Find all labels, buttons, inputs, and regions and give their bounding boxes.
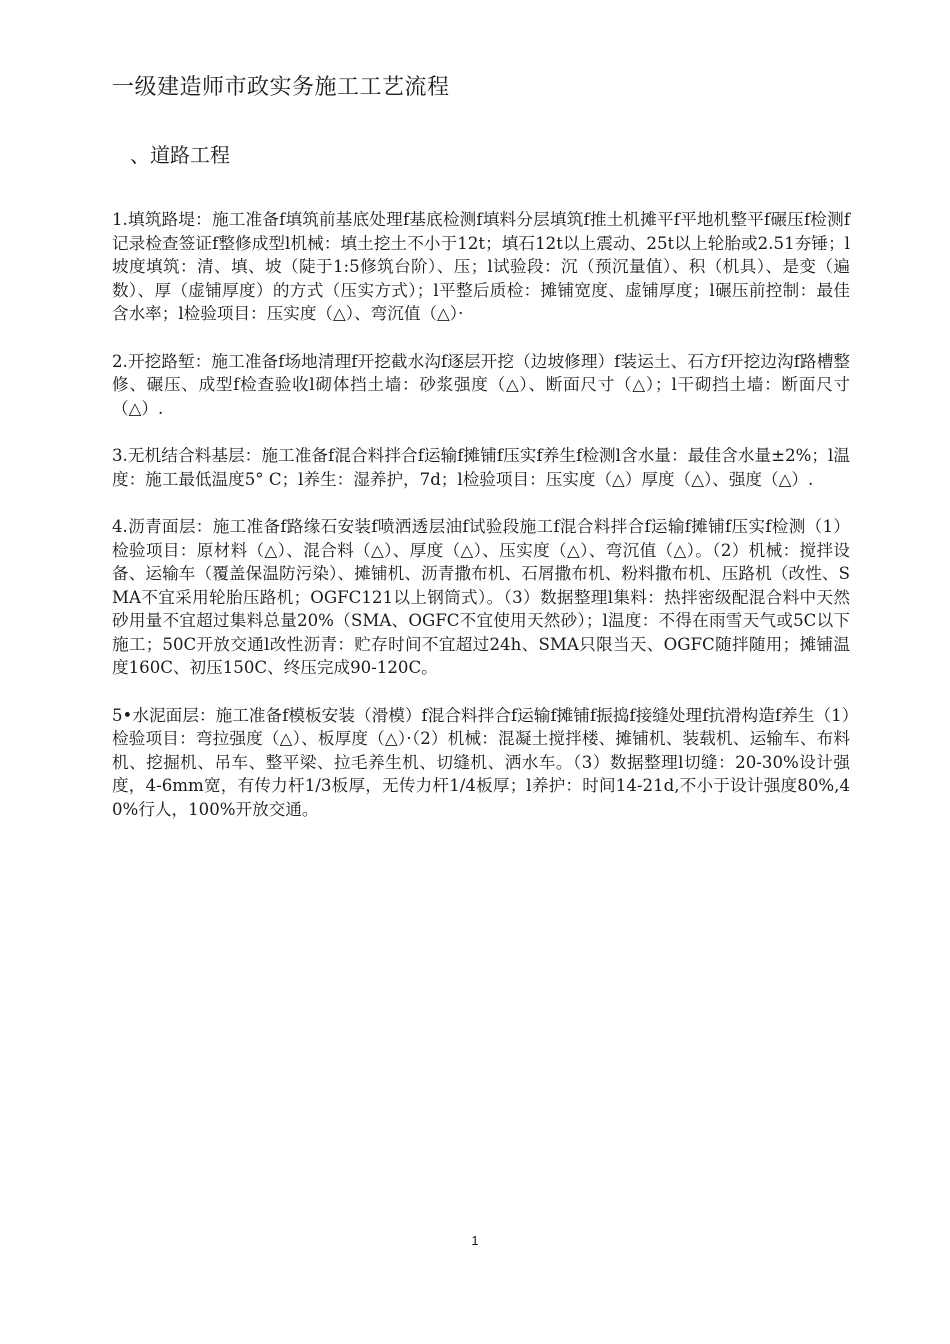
paragraph-inorganic-base-course: 3.无机结合料基层：施工准备f混合料拌合f运输f摊铺f压实f养生f检测l含水量：最佳含水量±2%；l温度：施工最低温度5° C；l养生：湿养护，7d；l检验项目：压实度（△）厚度（△）、强度（△）. [112, 446, 850, 489]
document-body [112, 208, 850, 845]
paragraph-cement-surface: 5•水泥面层：施工准备f模板安装（滑模）f混合料拌合f运输f摊铺f振捣f接缝处理f抗滑构造f养生（1）检验项目：弯拉强度（△）、板厚度（△）·（2）机械：混凝土搅拌楼、摊铺机、装载机、运输车、布料机、挖掘机、吊车、整平梁、拉毛养生机、切缝机、洒水车。（3）数据整理l切缝：20-30%设计强度，4-6mm宽，有传力杆1/3板厚，无传力杆1/4板厚；l养护：时间14-21d,不小于设计强度80%,40%行人，100%开放交通。 [112, 705, 850, 819]
page-number: 1 [471, 1233, 479, 1248]
section-heading-road-engineering: 、道路工程 [130, 143, 230, 167]
paragraph-embankment-filling: 1.填筑路堤：施工准备f填筑前基底处理f基底检测f填料分层填筑f推土机摊平f平地机整平f碾压f检测f记录检查签证f整修成型l机械：填土挖土不小于12t；填石12t以上震动、25t以上轮胎或2.51夯锤；l坡度填筑：清、填、坡（陡于1:5修筑台阶）、压；l试验段：沉（预沉量值）、积（机具）、是变（遍数）、厚（虚铺厚度）的方式（压实方式）；l平整后质检：摊铺宽度、虚铺厚度；l碾压前控制：最佳含水率；l检验项目：压实度（△）、弯沉值（△）· [112, 210, 850, 323]
paragraph-cutting-excavation: 2.开挖路堑：施工准备f场地清理f开挖截水沟f逐层开挖（边坡修理）f装运土、石方f开挖边沟f路槽整修、碾压、成型f检查验收l砌体挡土墙：砂浆强度（△）、断面尺寸（△）；l干砌挡土墙：断面尺寸（△）. [112, 351, 850, 418]
document-title: 一级建造师市政实务施工工艺流程 [112, 75, 450, 100]
paragraph-asphalt-surface: 4.沥青面层：施工准备f路缘石安装f喷洒透层油f试验段施工f混合料拌合f运输f摊铺f压实f检测（1）检验项目：原材料（△）、混合料（△）、厚度（△）、压实度（△）、弯沉值（△）。（2）机械：搅拌设备、运输车（覆盖保温防污染）、摊铺机、沥青撒布机、石屑撒布机、粉料撒布机、压路机（改性、SMA不宜采用轮胎压路机；OGFC121以上钢筒式）。（3）数据整理l集料：热拌密级配混合料中天然砂用量不宜超过集料总量20%（SMA、OGFC不宜使用天然砂）；l温度：不得在雨雪天气或5C以下施工；50C开放交通l改性沥青：贮存时间不宜超过24h、SMA只限当天、OGFC随拌随用；摊铺温度160C、初压150C、终压完成90-120C。 [112, 517, 850, 677]
